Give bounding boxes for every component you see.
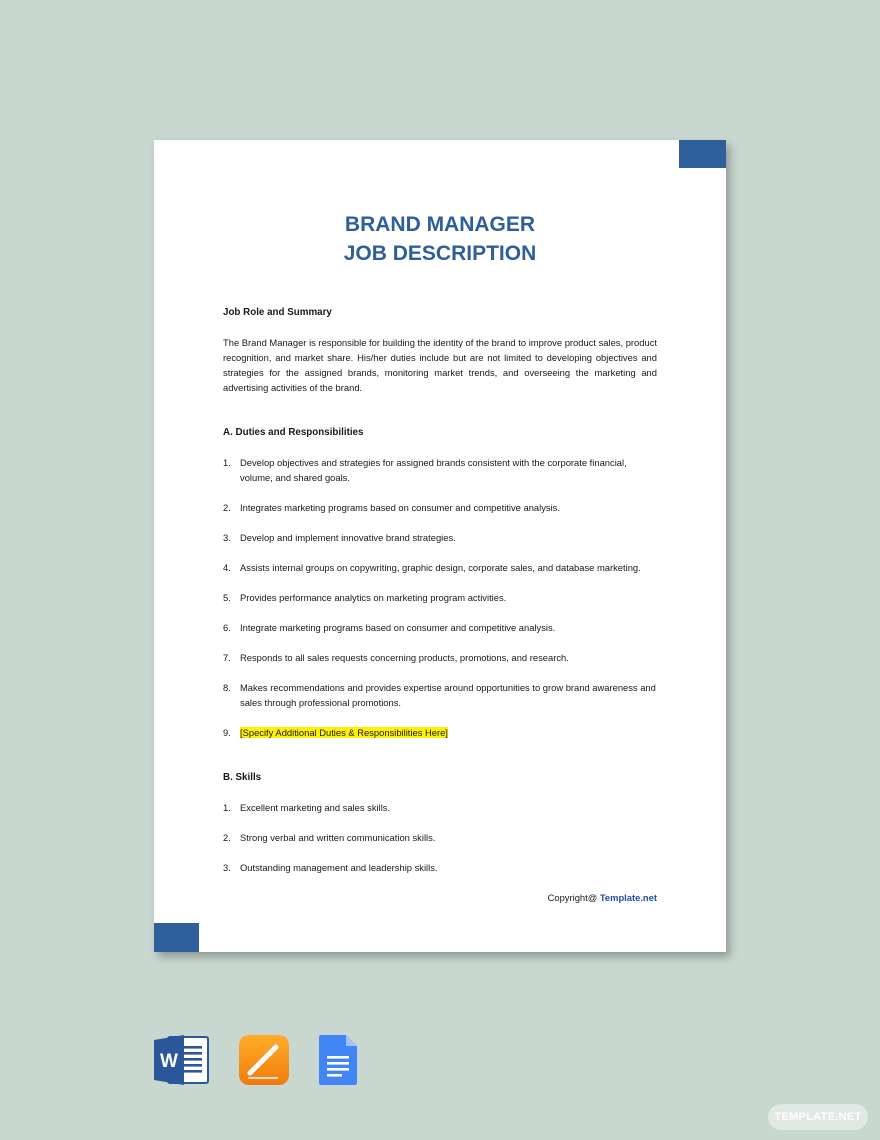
duty-item	[223, 530, 657, 545]
list-number: 4.	[223, 562, 231, 573]
copyright-notice	[548, 892, 657, 903]
duty-item	[223, 650, 657, 665]
list-item-text: Outstanding management and leadership skills.	[240, 862, 438, 873]
list-item-text: Excellent marketing and sales skills.	[240, 802, 391, 813]
skills-list	[223, 800, 657, 875]
duty-item	[223, 725, 657, 740]
list-item-text: Assists internal groups on copywriting, graphic design, corporate sales, and database marketing.	[240, 562, 641, 573]
google-docs-icon[interactable]	[318, 1034, 358, 1086]
summary-paragraph: The Brand Manager is responsible for building the identity of the brand to improve product sales, product recognition, and market share. His/her duties include but are not limited to developing objectives and strategies for the assigned brands, monitoring market trends, and overseeing the marketing and advertising activities of the brand.	[223, 337, 657, 393]
duty-item	[223, 560, 657, 575]
list-number: 6.	[223, 622, 231, 633]
list-item-text: Integrates marketing programs based on consumer and competitive analysis.	[240, 502, 560, 513]
skill-item	[223, 800, 657, 815]
list-number: 2.	[223, 502, 231, 513]
skills-heading: B. Skills	[223, 772, 262, 783]
list-number: 7.	[223, 652, 231, 663]
document-title	[154, 210, 726, 268]
title-line-2: JOB DESCRIPTION	[343, 242, 537, 265]
duties-list	[223, 455, 657, 740]
title-line-1: BRAND MANAGER	[344, 213, 536, 236]
list-item-text: Responds to all sales requests concerning products, promotions, and research.	[240, 652, 569, 663]
list-number: 3.	[223, 532, 231, 543]
list-item-text: Develop and implement innovative brand strategies.	[240, 532, 456, 543]
document-page	[154, 140, 726, 952]
list-number: 5.	[223, 592, 231, 603]
list-number: 1.	[223, 457, 231, 468]
corner-accent-bottom-left	[154, 923, 199, 952]
skill-item	[223, 830, 657, 845]
pages-icon[interactable]	[238, 1034, 290, 1086]
list-number: 1.	[223, 802, 231, 813]
list-number: 3.	[223, 862, 231, 873]
summary-heading: Job Role and Summary	[223, 307, 332, 318]
list-item-text: Makes recommendations and provides expertise around opportunities to grow brand awareness and sales through professional promotions.	[240, 682, 656, 708]
highlighted-placeholder-text: [Specify Additional Duties & Responsibilities Here]	[240, 727, 448, 738]
duties-heading: A. Duties and Responsibilities	[223, 427, 364, 438]
list-item-text: Develop objectives and strategies for assigned brands consistent with the corporate financial, volume, and shared goals.	[240, 457, 627, 483]
list-item-text: Integrate marketing programs based on consumer and competitive analysis.	[240, 622, 556, 633]
list-item-text: Strong verbal and written communication skills.	[240, 832, 436, 843]
duty-item	[223, 455, 657, 485]
duty-item	[223, 590, 657, 605]
svg-text:W: W	[160, 1051, 178, 1072]
skill-item	[223, 860, 657, 875]
list-number: 9.	[223, 727, 231, 738]
list-item-text: Provides performance analytics on marketing program activities.	[240, 592, 507, 603]
duty-item	[223, 620, 657, 635]
copyright-link[interactable]: Template.net	[599, 892, 657, 903]
document-content	[223, 305, 657, 875]
copyright-prefix: Copyright@	[547, 892, 600, 903]
duty-item	[223, 680, 657, 710]
corner-accent-top-right	[679, 140, 726, 168]
list-number: 8.	[223, 682, 231, 693]
list-number: 2.	[223, 832, 231, 843]
watermark-badge: TEMPLATE.NET	[768, 1104, 868, 1130]
word-icon[interactable]	[154, 1034, 212, 1086]
duty-item	[223, 500, 657, 515]
